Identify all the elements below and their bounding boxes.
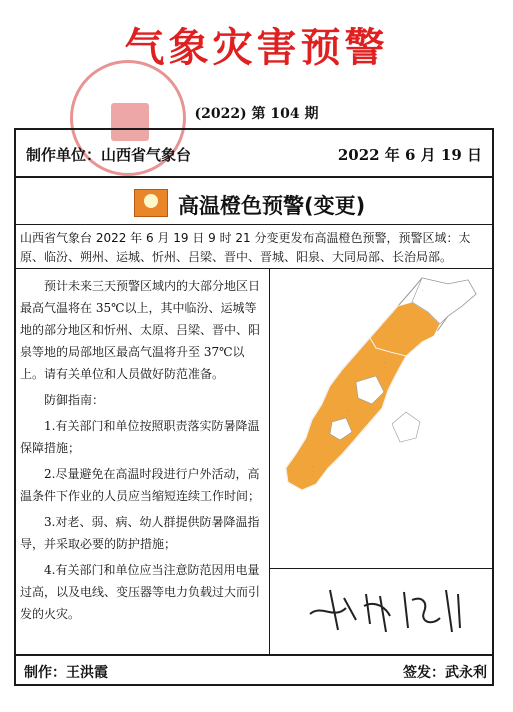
- warning-body: [20, 275, 266, 629]
- document-header-row: [16, 130, 492, 178]
- warning-area-map: [272, 272, 488, 497]
- handwritten-signature: [300, 580, 480, 640]
- svg-text:·: ·: [348, 408, 350, 413]
- guide-title: 防御指南：: [44, 393, 105, 407]
- document-title: 气象灾害预警: [124, 25, 389, 71]
- column-divider: [269, 268, 270, 654]
- divider: [14, 268, 494, 269]
- svg-text:·: ·: [384, 360, 386, 365]
- svg-text:·: ·: [422, 288, 424, 293]
- divider: [269, 568, 494, 569]
- warning-notice: 山西省气象台 2022 年 6 月 19 日 9 时 21 分变更发布高温橙色预警，预警区域：太原、临汾、朔州、运城、忻州、吕梁、晋中、晋城、阳泉、大同局部、长治局部。: [20, 231, 471, 264]
- heat-warning-icon: [134, 189, 168, 217]
- issue-number: (2022) 第 104 期: [194, 106, 319, 122]
- divider: [14, 224, 494, 225]
- issuing-unit: 制作单位：山西省气象台: [26, 146, 192, 164]
- guide-item: 3.对老、弱、病、幼人群提供防暑降温指导，并采取必要的防护措施；: [20, 515, 260, 551]
- warning-heading: 高温橙色预警(变更): [178, 194, 366, 218]
- forecast-paragraph: 预计未来三天预警区域内的大部分地区日最高气温将在 35℃以上，其中临汾、运城等地的部分地区和忻州、太原、吕梁、晋中、阳泉等地的局部地区最高气温将升至 37℃以上。请有关单位和人员做好防范准备。: [20, 279, 261, 381]
- document-maker: 制作：王洪霞: [24, 665, 108, 681]
- svg-text:·: ·: [312, 464, 314, 469]
- issue-date: 2022 年 6 月 19 日: [337, 146, 482, 164]
- guide-item: 2.尽量避免在高温时段进行户外活动，高温条件下作业的人员应当缩短连续工作时间；: [20, 467, 261, 503]
- divider: [14, 654, 494, 656]
- guide-item: 1.有关部门和单位按照职责落实防暑降温保障措施；: [20, 419, 260, 455]
- document-signer: 签发：武永利: [403, 665, 487, 681]
- guide-item: 4.有关部门和单位应当注意防范因用电量过高，以及电线、变压器等电力负载过大而引发的火灾。: [20, 563, 261, 621]
